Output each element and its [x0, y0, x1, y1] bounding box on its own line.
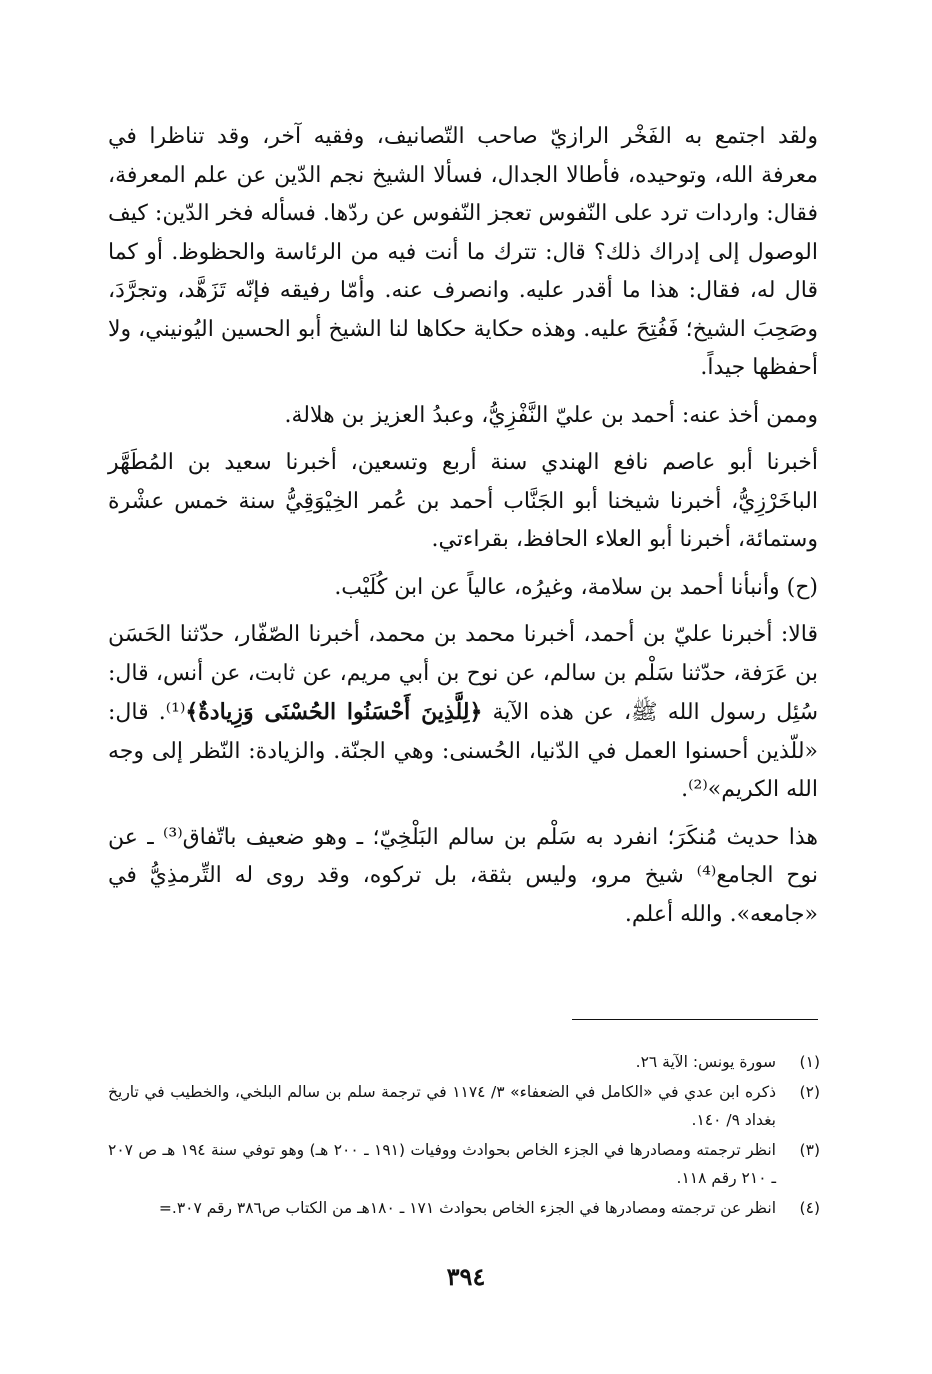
- footnote: [108, 1078, 820, 1134]
- hadith-text: . قال: «للّذين أحسنوا العمل في الدّنيا، الحُسنى: وهي الجنّة. والزيادة: النّظر إلى وجه الله الكريم»: [108, 700, 818, 802]
- footnote-number: (٢): [799, 1083, 820, 1101]
- paragraph: (ح) وأنبأنا أحمد بن سلامة، وغيرُه، عالياً عن ابن كُلَيْب.: [334, 574, 818, 600]
- paragraph: أخبرنا أبو عاصم نافع الهندي سنة أربع وتسعين، أخبرنا سعيد بن المُطَهَّر الباخَرْزِيُّ، أخبرنا شيخنا أبو الجَنَّاب أحمد بن عُمر الخِيْوَقِيُّ سنة خمس عشْرة وستمائة، أخبرنا أبو العلاء الحافظ، بقراءتي.: [108, 450, 818, 552]
- footnote-text: انظر عن ترجمته ومصادرها في الجزء الخاص بحوادث ١٧١ ـ ١٨٠هـ من الكتاب ص٣٨٦ رقم ٣٠٧.=: [158, 1199, 776, 1217]
- footnote-ref: ⁽⁴⁾: [696, 863, 717, 888]
- paragraph: ولقد اجتمع به الفَخْر الرازيّ صاحب التّصانيف، وفقيه آخر، وقد تناظرا في معرفة الله، وتوحيده، فأطالا الجدال، فسألا الشيخ نجم الدّين عن علم المعرفة، فقال: واردات ترد على النّفوس تعجز النّفوس عن ردّها. فسأله فخر الدّين: كيف الوصول إلى إدراك ذلك؟ قال: تترك ما أنت فيه من الرئاسة والحظوظ. أو كما قال له، فقال: هذا ما أقدر عليه. وانصرف عنه. وأمّا رفيقه فإنّه تَزَهَّد، وتجرَّدَ، وصَحِبَ الشيخ؛ فَفُتِحَ عليه. وهذه حكاية حكاها لنا الشيخ أبو الحسين اليُونيني، ولا أحفظها جيداً.: [108, 124, 818, 380]
- closing-text: شيخ مرو، وليس بثقة، بل تركوه، وقد روى له التِّرمذِيُّ في «جامعه». والله أعلم.: [108, 863, 818, 927]
- footnote-divider: [572, 1019, 818, 1020]
- hadith-paragraph: [108, 616, 818, 810]
- footnote-number: (١): [799, 1053, 820, 1071]
- footnote-ref: ⁽¹⁾: [165, 700, 186, 725]
- footnote-text: ذكره ابن عدي في «الكامل في الضعفاء» ٣/ ١١٧٤ في ترجمة سلم بن سالم البلخي، والخطيب في تاريخ بغداد ٩/ ١٤٠.: [108, 1083, 776, 1129]
- closing-text: ـ عن نوح الجامع: [108, 824, 818, 888]
- closing-text: هذا حديث مُنكَرَ؛ انفرد به سَلْم بن سالم البَلْخِيّ؛ ـ وهو ضعيف باتّفاق: [182, 824, 818, 850]
- main-text: [108, 118, 818, 943]
- footnote-text: سورة يونس: الآية ٢٦.: [635, 1053, 776, 1071]
- footnotes: [108, 1048, 820, 1224]
- footnote: [108, 1136, 820, 1192]
- quran-verse: ﴿لِلَّذِينَ أَحْسَنُوا الحُسْنَى وَزِيادةٌ﴾: [185, 699, 483, 725]
- paragraph: وممن أخذ عنه: أحمد بن عليّ النَّفْزِيُّ، وعبدُ العزيز بن هلالة.: [284, 402, 818, 428]
- hadith-text: .: [681, 777, 689, 802]
- footnote-number: (٤): [799, 1199, 820, 1217]
- footnote: [108, 1048, 820, 1076]
- footnote-ref: ⁽³⁾: [162, 824, 183, 850]
- closing-paragraph: [108, 819, 818, 935]
- hadith-text: قالا: أخبرنا عليّ بن أحمد، أخبرنا محمد بن محمد، أخبرنا الصّفّار، حدّثنا الحَسَن بن عَرَفة، حدّثنا سَلْم بن سالم، عن نوح بن أبي مريم، عن ثابت، عن أنس، قال: سُئِل رسول الله ﷺ، عن هذه الآية: [108, 622, 819, 725]
- footnote: [108, 1194, 820, 1222]
- page-number: ٣٩٤: [446, 1262, 486, 1291]
- footnote-ref: ⁽²⁾: [688, 777, 708, 802]
- footnote-number: (٣): [799, 1141, 820, 1159]
- footnote-text: انظر ترجمته ومصادرها في الجزء الخاص بحوادث ووفيات (١٩١ ـ ٢٠٠ هـ) وهو توفي سنة ١٩٤ هـ ص ٢٠٧ ـ ٢١٠ رقم ١١٨.: [108, 1141, 776, 1187]
